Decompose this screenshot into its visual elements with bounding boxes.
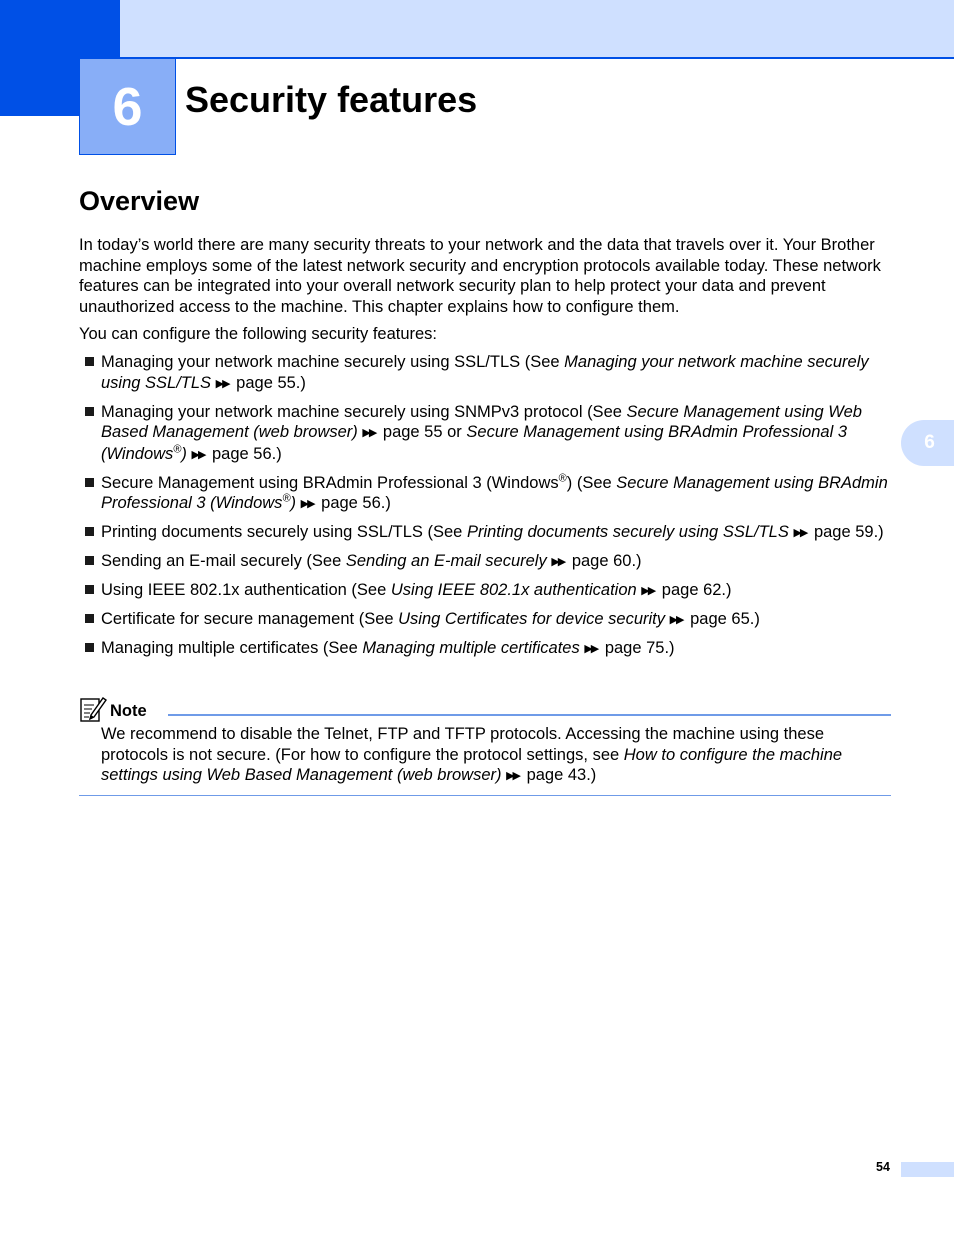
chapter-title: Security features (185, 79, 478, 120)
intro-paragraph: In today’s world there are many security threats to your network and the data that travels over it. Your Brother machine employs some of the latest network security and encryption protocols available today. These network features can be integrated into your overall network security plan to help protect your data and prevent unauthorized access to the machine. This chapter explains how to configure them. (79, 236, 881, 316)
xref-link[interactable]: Secure Management using Web Based Management (web browser) (101, 402, 862, 441)
bullet-square-icon (85, 643, 94, 652)
bullet-square-icon (85, 357, 94, 366)
section-title: Overview (79, 186, 200, 216)
note-pencil-icon (80, 695, 107, 722)
list-item: Printing documents securely using SSL/TLS (See Printing documents securely using SSL/TLS ▶▶ page 59.) (84, 522, 891, 544)
xref-link[interactable]: Managing multiple certificates (362, 639, 580, 657)
features-lead: You can configure the following security features: (79, 325, 438, 343)
bullet-square-icon (85, 556, 94, 565)
chapter-side-tab: 6 (901, 420, 954, 466)
list-item: Sending an E-mail securely (See Sending an E-mail securely ▶▶ page 60.) (84, 551, 891, 573)
arrow-icon: ▶▶ (191, 448, 205, 461)
xref-link[interactable]: Managing your network machine securely using SSL/TLS (101, 353, 869, 392)
arrow-icon: ▶▶ (793, 527, 807, 539)
note-text: We recommend to disable the Telnet, FTP and TFTP protocols. Accessing the machine using these protocols is not secure. (For how to configure the protocol settings, see How to configure the machine settings using Web Based Management (web browser) ▶▶ page 43.) (101, 725, 843, 784)
arrow-icon: ▶▶ (584, 643, 598, 655)
note-bottom-rule (79, 795, 891, 796)
bullet-square-icon (85, 585, 94, 594)
bullet-square-icon (85, 614, 94, 623)
arrow-icon: ▶▶ (551, 556, 565, 568)
note-label: Note (110, 702, 147, 720)
feature-list (84, 352, 891, 667)
xref-link[interactable]: Secure Management using BRAdmin Professional 3 (Windows®) (101, 423, 848, 463)
xref-link[interactable]: How to configure the machine settings using Web Based Management (web browser) (101, 745, 843, 784)
bullet-square-icon (85, 478, 94, 487)
chapter-number: 6 (79, 58, 176, 155)
page-number-tab (901, 1162, 954, 1177)
arrow-icon: ▶▶ (300, 498, 314, 510)
arrow-icon: ▶▶ (362, 427, 376, 439)
list-item: Certificate for secure management (See Using Certificates for device security ▶▶ page 65.) (84, 609, 891, 631)
note-top-rule (168, 714, 891, 716)
bullet-square-icon (85, 527, 94, 536)
page-number: 54 (876, 1160, 890, 1174)
xref-link[interactable]: Printing documents securely using SSL/TLS (466, 523, 789, 541)
list-item: Secure Management using BRAdmin Professional 3 (Windows®) (See Secure Management using BRAdmin Professional 3 (Windows®) ▶▶ page 56.) (84, 473, 891, 515)
xref-link[interactable]: Using Certificates for device security (398, 610, 665, 628)
xref-link[interactable]: Secure Management using BRAdmin Professional 3 (Windows®) (101, 473, 888, 512)
list-item: Managing your network machine securely using SNMPv3 protocol (See Secure Management using Web Based Management (web browser) ▶▶ page 55 or Secure Management using BRAdmin Professional 3 (Windows®) ▶▶ page 56.) (84, 402, 891, 466)
xref-link[interactable]: Using IEEE 802.1x authentication (390, 581, 637, 599)
arrow-icon: ▶▶ (215, 377, 229, 390)
list-item: Using IEEE 802.1x authentication (See Using IEEE 802.1x authentication ▶▶ page 62.) (84, 580, 891, 602)
arrow-icon: ▶▶ (506, 770, 519, 782)
xref-link[interactable]: Sending an E-mail securely (345, 552, 547, 570)
arrow-icon: ▶▶ (641, 585, 655, 597)
list-item: Managing your network machine securely using SSL/TLS (See Managing your network machine securely using SSL/TLS ▶▶ page 55.) (84, 352, 891, 394)
bullet-square-icon (85, 407, 94, 416)
header-band (120, 0, 954, 58)
arrow-icon: ▶▶ (669, 614, 683, 626)
list-item: Managing multiple certificates (See Managing multiple certificates ▶▶ page 75.) (84, 638, 891, 660)
